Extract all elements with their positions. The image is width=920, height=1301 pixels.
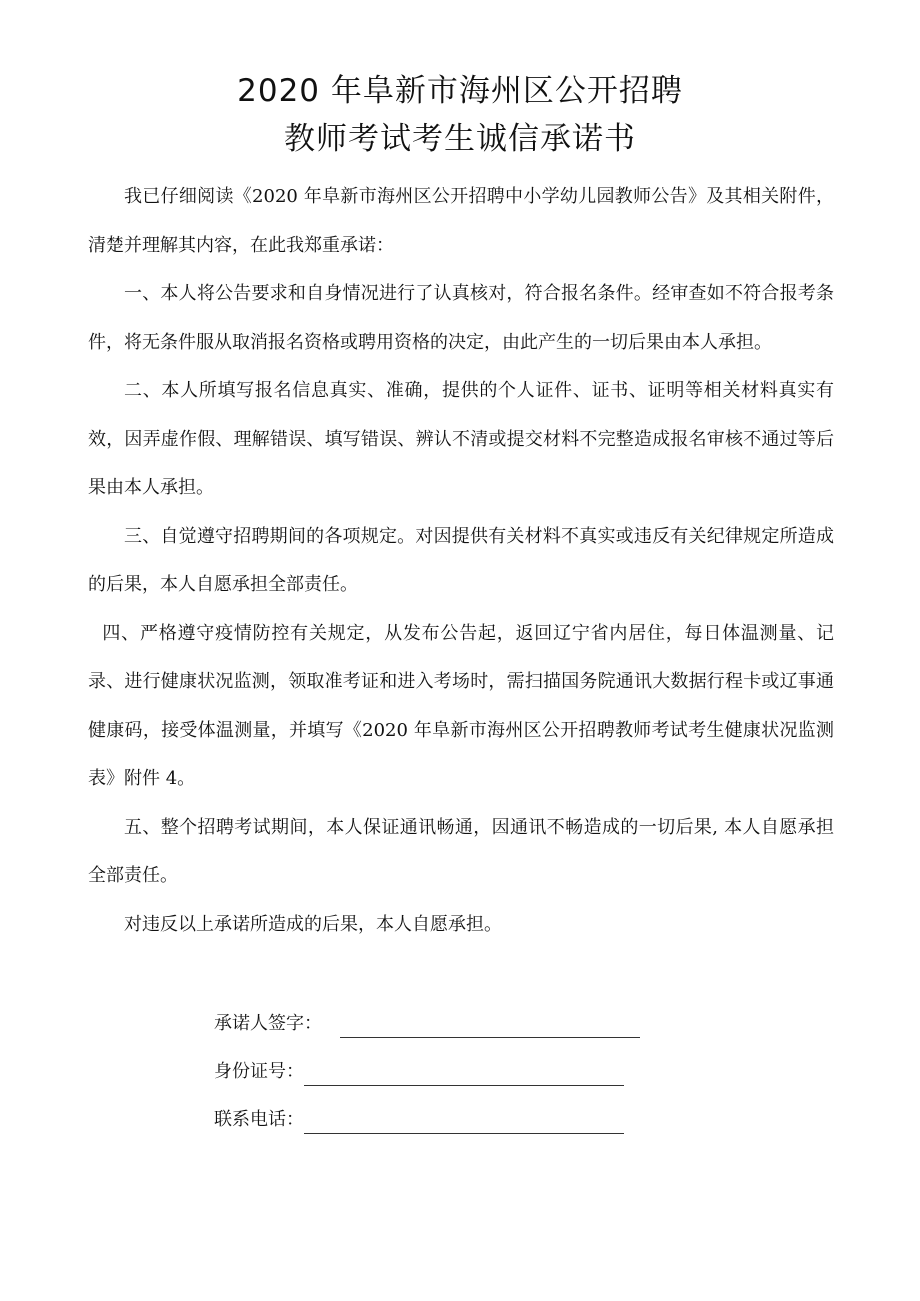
signer-signature-line[interactable] [340,1007,640,1038]
document-title-line1: 2020 年阜新市海州区公开招聘 [237,73,683,109]
phone-line[interactable] [304,1103,624,1134]
commitment-item-2: 二、本人所填写报名信息真实、准确，提供的个人证件、证书、证明等相关材料真实有效，因弄虚作假、理解错误、填写错误、辨认不清或提交材料不完整造成报名审核不通过等后果由本人承担。 [88,380,834,498]
id-number-label: 身份证号： [214,1061,304,1082]
signer-label: 承诺人签字： [214,1013,322,1034]
commitment-item-5: 五、整个招聘考试期间，本人保证通讯畅通，因通讯不畅造成的一切后果, 本人自愿承担全部责任。 [88,816,834,886]
commitment-item-1: 一、本人将公告要求和自身情况进行了认真核对，符合报名条件。经审查如不符合报考条件，将无条件服从取消报名资格或聘用资格的决定，由此产生的一切后果由本人承担。 [88,283,834,353]
signature-block [214,1000,640,1144]
commitment-item-4: 四、严格遵守疫情防控有关规定，从发布公告起，返回辽宁省内居住，每日体温测量、记录、进行健康状况监测，领取准考证和进入考场时，需扫描国务院通讯大数据行程卡或辽事通健康码，接受体温测量，并填写《2020 年阜新市海州区公开招聘教师考试考生健康状况监测表》附件 4。 [88,622,834,789]
commitment-item-3: 三、自觉遵守招聘期间的各项规定。对因提供有关材料不真实或违反有关纪律规定所造成的后果，本人自愿承担全部责任。 [88,525,834,595]
id-row [214,1048,640,1096]
document-title-line2: 教师考试考生诚信承诺书 [284,121,636,157]
closing-paragraph: 对违反以上承诺所造成的后果，本人自愿承担。 [124,913,502,935]
phone-row [214,1096,640,1144]
intro-paragraph: 我已仔细阅读《2020 年阜新市海州区公开招聘中小学幼儿园教师公告》及其相关附件，清楚并理解其内容，在此我郑重承诺： [88,186,834,256]
phone-label: 联系电话： [214,1109,304,1130]
signer-row [214,1000,640,1048]
id-number-line[interactable] [304,1055,624,1086]
document-body [88,173,834,949]
